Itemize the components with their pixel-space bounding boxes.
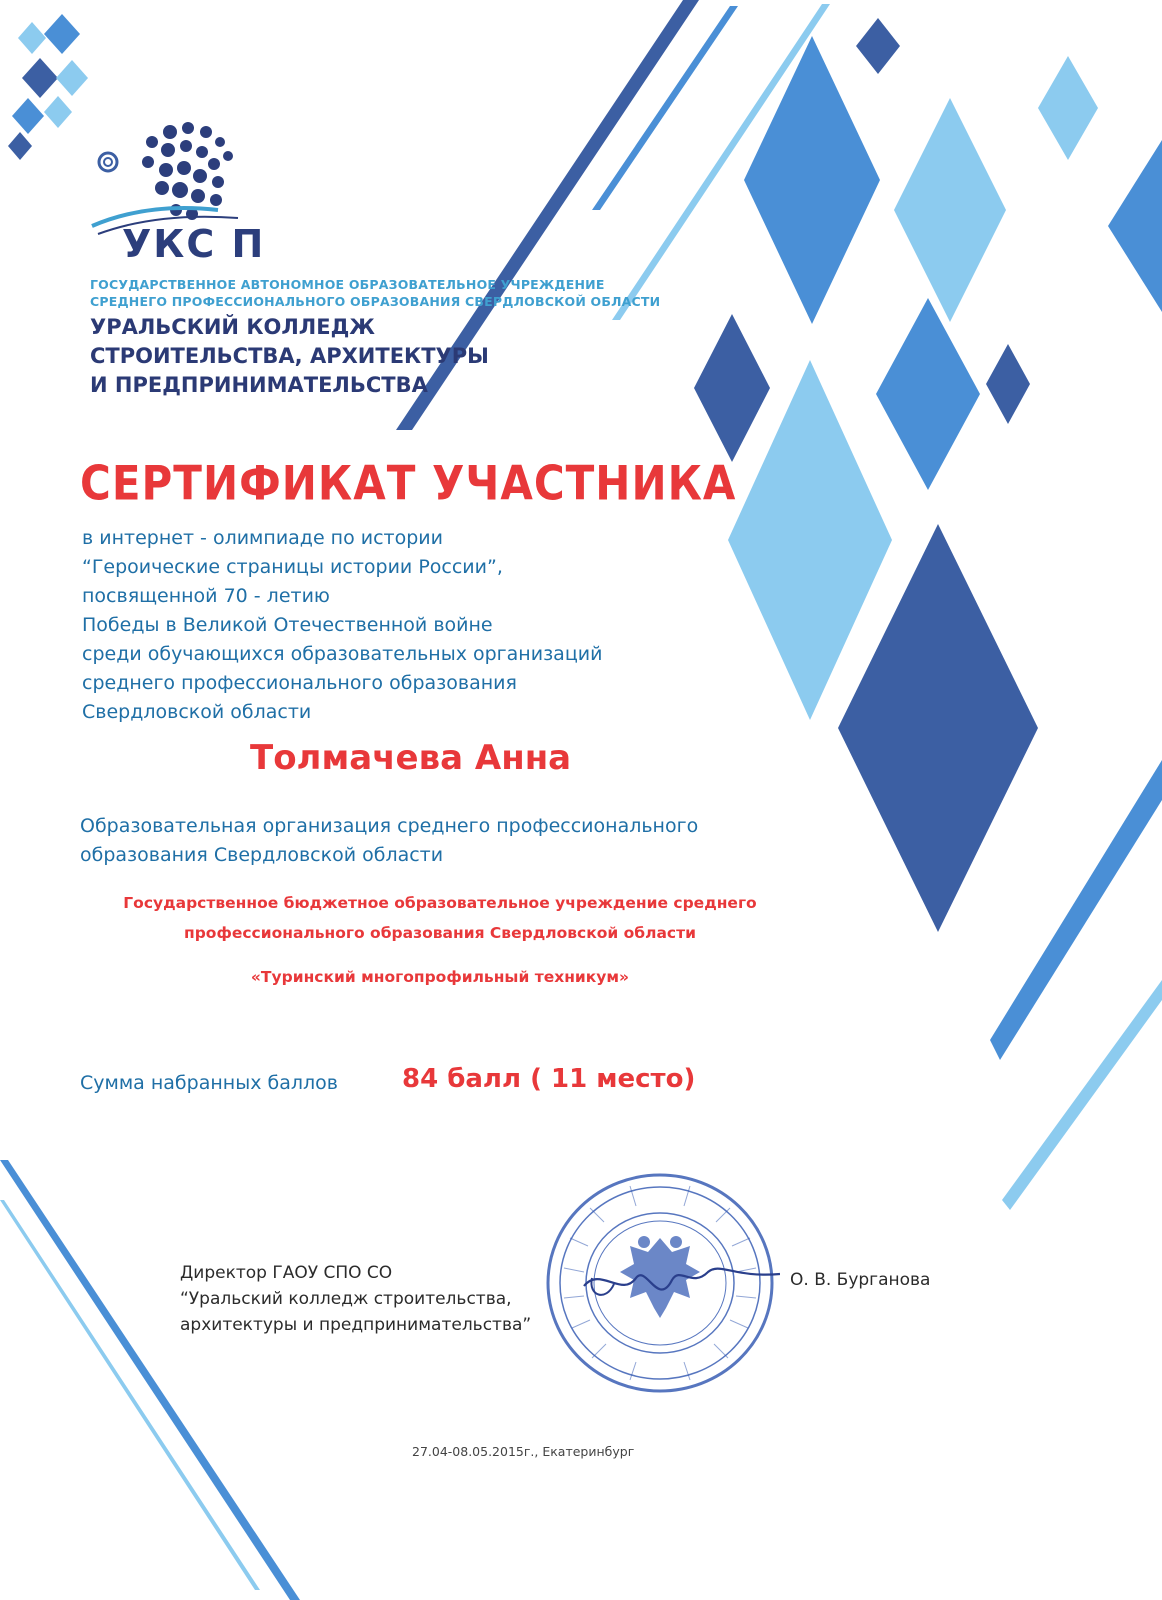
logo-dots-icon xyxy=(142,122,233,220)
description-line: Свердловской области xyxy=(82,701,312,723)
description-line: Победы в Великой Отечественной войне xyxy=(82,614,493,636)
school-description xyxy=(40,888,840,948)
director-title-line: “Уральский колледж строительства, xyxy=(180,1289,512,1309)
org-type-heading xyxy=(90,276,660,310)
director-title xyxy=(180,1260,531,1338)
official-seal-stamp xyxy=(540,1168,780,1398)
college-name-line: СТРОИТЕЛЬСТВА, АРХИТЕКТУРЫ xyxy=(90,344,489,368)
certificate-description xyxy=(82,524,602,727)
college-name-line: И ПРЕДПРИНИМАТЕЛЬСТВА xyxy=(90,373,428,397)
college-name-line: УРАЛЬСКИЙ КОЛЛЕДЖ xyxy=(90,315,375,339)
college-name xyxy=(90,313,489,400)
signer-name: О. В. Бурганова xyxy=(790,1270,931,1290)
org-type-line: СРЕДНЕГО ПРОФЕССИОНАЛЬНОГО ОБРАЗОВАНИЯ СВЕРДЛОВСКОЙ ОБЛАСТИ xyxy=(90,294,661,309)
score-label: Сумма набранных баллов xyxy=(80,1072,338,1094)
large-diamonds-decoration xyxy=(694,18,1162,932)
logo-wordmark: УКС П xyxy=(122,222,266,266)
description-line: в интернет - олимпиаде по истории xyxy=(82,527,443,549)
logo-spiral-icon xyxy=(99,153,117,171)
director-title-line: архитектуры и предпринимательства” xyxy=(180,1315,532,1335)
score-value: 84 балл ( 11 место) xyxy=(402,1064,696,1094)
organization-category-line: образования Свердловской области xyxy=(80,844,444,866)
description-line: “Героические страницы истории России”, xyxy=(82,556,503,578)
participant-name: Толмачева Анна xyxy=(250,738,572,778)
description-line: посвященной 70 - летию xyxy=(82,585,330,607)
school-description-line: Государственное бюджетное образовательное учреждение среднего xyxy=(123,894,757,912)
certificate-title: СЕРТИФИКАТ УЧАСТНИКА xyxy=(80,456,737,511)
director-title-line: Директор ГАОУ СПО СО xyxy=(180,1263,393,1283)
school-name: «Туринский многопрофильный техникум» xyxy=(250,968,630,986)
org-type-line: ГОСУДАРСТВЕННОЕ АВТОНОМНОЕ ОБРАЗОВАТЕЛЬНОЕ УЧРЕЖДЕНИЕ xyxy=(90,277,605,292)
description-line: среди обучающихся образовательных организаций xyxy=(82,643,603,665)
corner-diamonds-decoration xyxy=(8,14,88,160)
school-description-line: профессионального образования Свердловской области xyxy=(184,924,696,942)
description-line: среднего профессионального образования xyxy=(82,672,517,694)
organization-category xyxy=(80,812,698,870)
organization-category-line: Образовательная организация среднего профессионального xyxy=(80,815,699,837)
date-place: 27.04-08.05.2015г., Екатеринбург xyxy=(412,1444,635,1459)
